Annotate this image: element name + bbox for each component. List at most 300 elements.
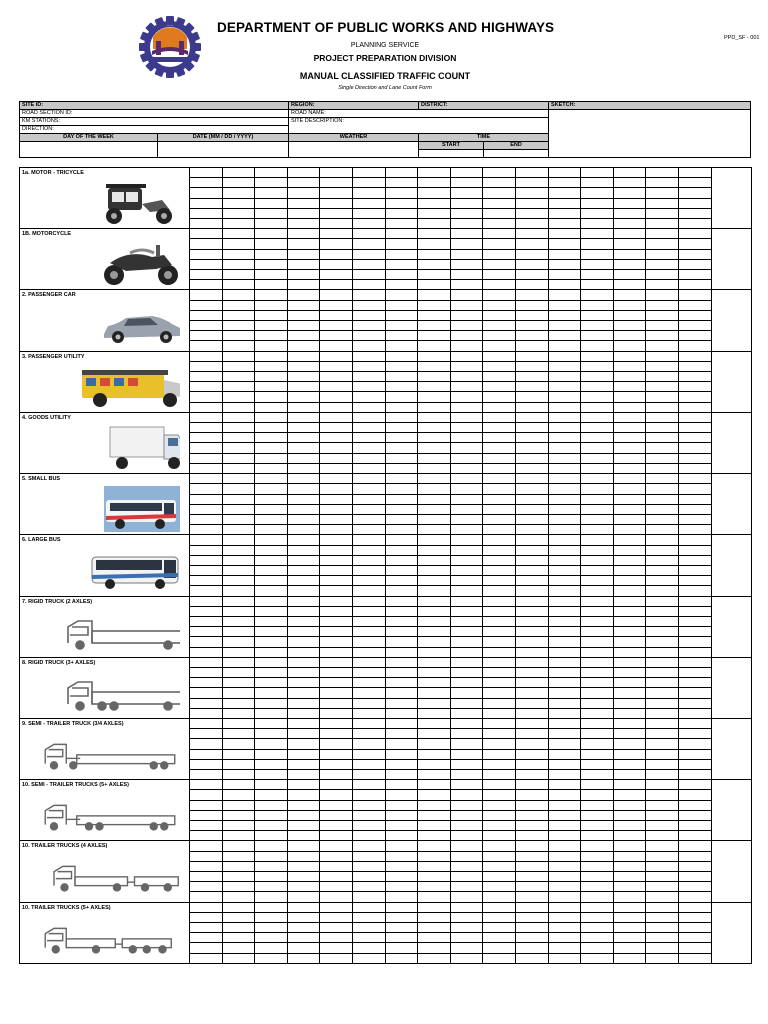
count-cell[interactable] bbox=[581, 310, 614, 320]
count-cell[interactable] bbox=[581, 412, 614, 422]
count-cell[interactable] bbox=[255, 769, 288, 779]
count-cell[interactable] bbox=[646, 402, 679, 412]
count-cell[interactable] bbox=[320, 851, 353, 861]
count-cell[interactable] bbox=[678, 249, 711, 259]
count-cell[interactable] bbox=[418, 790, 451, 800]
count-cell[interactable] bbox=[190, 290, 223, 300]
count-cell[interactable] bbox=[222, 851, 255, 861]
count-cell[interactable] bbox=[613, 851, 646, 861]
count-cell[interactable] bbox=[418, 555, 451, 565]
count-cell[interactable] bbox=[450, 586, 483, 596]
count-cell[interactable] bbox=[320, 872, 353, 882]
count-cell[interactable] bbox=[255, 198, 288, 208]
count-cell[interactable] bbox=[515, 178, 548, 188]
count-cell[interactable] bbox=[385, 831, 418, 841]
count-cell[interactable] bbox=[646, 902, 679, 912]
count-cell[interactable] bbox=[548, 637, 581, 647]
count-cell[interactable] bbox=[190, 586, 223, 596]
count-cell[interactable] bbox=[515, 627, 548, 637]
count-cell[interactable] bbox=[287, 851, 320, 861]
count-cell[interactable] bbox=[287, 433, 320, 443]
count-cell[interactable] bbox=[450, 698, 483, 708]
count-cell[interactable] bbox=[222, 535, 255, 545]
count-cell[interactable] bbox=[418, 851, 451, 861]
count-cell[interactable] bbox=[352, 933, 385, 943]
count-cell[interactable] bbox=[515, 463, 548, 473]
count-cell[interactable] bbox=[320, 351, 353, 361]
count-cell[interactable] bbox=[287, 923, 320, 933]
count-cell[interactable] bbox=[385, 198, 418, 208]
count-cell[interactable] bbox=[385, 953, 418, 963]
count-cell[interactable] bbox=[418, 219, 451, 229]
count-cell[interactable] bbox=[581, 494, 614, 504]
count-cell[interactable] bbox=[352, 616, 385, 626]
count-cell[interactable] bbox=[320, 739, 353, 749]
count-cell[interactable] bbox=[255, 810, 288, 820]
count-cell[interactable] bbox=[255, 637, 288, 647]
start-time-value[interactable] bbox=[419, 150, 484, 158]
count-cell[interactable] bbox=[287, 933, 320, 943]
count-cell[interactable] bbox=[483, 463, 516, 473]
count-cell[interactable] bbox=[678, 841, 711, 851]
total-cell[interactable] bbox=[711, 657, 751, 718]
count-cell[interactable] bbox=[320, 759, 353, 769]
count-cell[interactable] bbox=[255, 616, 288, 626]
count-cell[interactable] bbox=[385, 361, 418, 371]
count-cell[interactable] bbox=[287, 198, 320, 208]
count-cell[interactable] bbox=[190, 178, 223, 188]
count-cell[interactable] bbox=[548, 596, 581, 606]
count-cell[interactable] bbox=[287, 800, 320, 810]
count-cell[interactable] bbox=[352, 219, 385, 229]
count-cell[interactable] bbox=[418, 657, 451, 667]
count-cell[interactable] bbox=[581, 821, 614, 831]
count-cell[interactable] bbox=[320, 494, 353, 504]
count-cell[interactable] bbox=[255, 382, 288, 392]
count-cell[interactable] bbox=[418, 616, 451, 626]
count-cell[interactable] bbox=[320, 688, 353, 698]
count-cell[interactable] bbox=[418, 290, 451, 300]
count-cell[interactable] bbox=[548, 168, 581, 178]
count-cell[interactable] bbox=[190, 310, 223, 320]
count-cell[interactable] bbox=[320, 576, 353, 586]
count-cell[interactable] bbox=[255, 219, 288, 229]
count-cell[interactable] bbox=[287, 759, 320, 769]
count-cell[interactable] bbox=[483, 208, 516, 218]
count-cell[interactable] bbox=[222, 749, 255, 759]
count-cell[interactable] bbox=[287, 514, 320, 524]
count-cell[interactable] bbox=[581, 351, 614, 361]
count-cell[interactable] bbox=[190, 759, 223, 769]
count-cell[interactable] bbox=[352, 504, 385, 514]
count-cell[interactable] bbox=[352, 586, 385, 596]
count-cell[interactable] bbox=[255, 249, 288, 259]
count-cell[interactable] bbox=[678, 739, 711, 749]
count-cell[interactable] bbox=[678, 718, 711, 728]
count-cell[interactable] bbox=[515, 423, 548, 433]
count-cell[interactable] bbox=[646, 882, 679, 892]
count-cell[interactable] bbox=[613, 474, 646, 484]
site-id-field[interactable]: SITE ID: bbox=[20, 102, 289, 110]
count-cell[interactable] bbox=[646, 382, 679, 392]
count-cell[interactable] bbox=[450, 514, 483, 524]
count-cell[interactable] bbox=[255, 851, 288, 861]
count-cell[interactable] bbox=[646, 525, 679, 535]
count-cell[interactable] bbox=[613, 310, 646, 320]
count-cell[interactable] bbox=[418, 912, 451, 922]
count-cell[interactable] bbox=[352, 372, 385, 382]
count-cell[interactable] bbox=[581, 270, 614, 280]
count-cell[interactable] bbox=[646, 300, 679, 310]
count-cell[interactable] bbox=[222, 219, 255, 229]
count-cell[interactable] bbox=[678, 678, 711, 688]
count-cell[interactable] bbox=[581, 239, 614, 249]
count-cell[interactable] bbox=[222, 259, 255, 269]
count-cell[interactable] bbox=[613, 616, 646, 626]
count-cell[interactable] bbox=[222, 433, 255, 443]
count-cell[interactable] bbox=[483, 800, 516, 810]
count-cell[interactable] bbox=[287, 300, 320, 310]
road-name-field[interactable]: ROAD NAME: bbox=[289, 110, 549, 118]
count-cell[interactable] bbox=[646, 280, 679, 290]
count-cell[interactable] bbox=[287, 341, 320, 351]
count-cell[interactable] bbox=[352, 402, 385, 412]
count-cell[interactable] bbox=[418, 178, 451, 188]
count-cell[interactable] bbox=[450, 831, 483, 841]
count-cell[interactable] bbox=[613, 606, 646, 616]
count-cell[interactable] bbox=[613, 718, 646, 728]
count-cell[interactable] bbox=[483, 433, 516, 443]
count-cell[interactable] bbox=[352, 259, 385, 269]
count-cell[interactable] bbox=[385, 872, 418, 882]
count-cell[interactable] bbox=[678, 402, 711, 412]
count-cell[interactable] bbox=[450, 657, 483, 667]
count-cell[interactable] bbox=[483, 933, 516, 943]
count-cell[interactable] bbox=[646, 392, 679, 402]
count-cell[interactable] bbox=[646, 586, 679, 596]
count-cell[interactable] bbox=[385, 463, 418, 473]
count-cell[interactable] bbox=[548, 555, 581, 565]
count-cell[interactable] bbox=[646, 555, 679, 565]
count-cell[interactable] bbox=[255, 259, 288, 269]
count-cell[interactable] bbox=[190, 769, 223, 779]
count-cell[interactable] bbox=[450, 351, 483, 361]
count-cell[interactable] bbox=[613, 790, 646, 800]
count-cell[interactable] bbox=[581, 586, 614, 596]
count-cell[interactable] bbox=[548, 576, 581, 586]
count-cell[interactable] bbox=[320, 453, 353, 463]
count-cell[interactable] bbox=[287, 780, 320, 790]
count-cell[interactable] bbox=[581, 647, 614, 657]
count-cell[interactable] bbox=[255, 300, 288, 310]
count-cell[interactable] bbox=[190, 525, 223, 535]
count-cell[interactable] bbox=[287, 565, 320, 575]
count-cell[interactable] bbox=[678, 708, 711, 718]
count-cell[interactable] bbox=[190, 321, 223, 331]
count-cell[interactable] bbox=[483, 586, 516, 596]
count-cell[interactable] bbox=[515, 892, 548, 902]
count-cell[interactable] bbox=[515, 565, 548, 575]
count-cell[interactable] bbox=[190, 168, 223, 178]
count-cell[interactable] bbox=[190, 514, 223, 524]
count-cell[interactable] bbox=[613, 249, 646, 259]
count-cell[interactable] bbox=[222, 178, 255, 188]
count-cell[interactable] bbox=[352, 769, 385, 779]
count-cell[interactable] bbox=[222, 555, 255, 565]
count-cell[interactable] bbox=[255, 290, 288, 300]
count-cell[interactable] bbox=[646, 841, 679, 851]
count-cell[interactable] bbox=[418, 698, 451, 708]
count-cell[interactable] bbox=[222, 188, 255, 198]
count-cell[interactable] bbox=[515, 647, 548, 657]
count-cell[interactable] bbox=[613, 484, 646, 494]
count-cell[interactable] bbox=[678, 178, 711, 188]
count-cell[interactable] bbox=[678, 392, 711, 402]
count-cell[interactable] bbox=[352, 178, 385, 188]
count-cell[interactable] bbox=[581, 861, 614, 871]
count-cell[interactable] bbox=[385, 821, 418, 831]
count-cell[interactable] bbox=[678, 657, 711, 667]
count-cell[interactable] bbox=[581, 851, 614, 861]
count-cell[interactable] bbox=[352, 310, 385, 320]
count-cell[interactable] bbox=[287, 586, 320, 596]
count-cell[interactable] bbox=[255, 892, 288, 902]
count-cell[interactable] bbox=[515, 453, 548, 463]
count-cell[interactable] bbox=[646, 463, 679, 473]
count-cell[interactable] bbox=[515, 514, 548, 524]
count-cell[interactable] bbox=[352, 729, 385, 739]
count-cell[interactable] bbox=[678, 667, 711, 677]
count-cell[interactable] bbox=[418, 280, 451, 290]
count-cell[interactable] bbox=[548, 892, 581, 902]
count-cell[interactable] bbox=[646, 474, 679, 484]
count-cell[interactable] bbox=[385, 902, 418, 912]
count-cell[interactable] bbox=[581, 484, 614, 494]
count-cell[interactable] bbox=[678, 361, 711, 371]
count-cell[interactable] bbox=[515, 270, 548, 280]
count-cell[interactable] bbox=[646, 729, 679, 739]
count-cell[interactable] bbox=[385, 433, 418, 443]
count-cell[interactable] bbox=[646, 596, 679, 606]
count-cell[interactable] bbox=[613, 361, 646, 371]
count-cell[interactable] bbox=[190, 188, 223, 198]
count-cell[interactable] bbox=[385, 412, 418, 422]
road-section-id-field[interactable]: ROAD SECTION ID: bbox=[20, 110, 289, 118]
count-cell[interactable] bbox=[483, 657, 516, 667]
count-cell[interactable] bbox=[678, 606, 711, 616]
count-cell[interactable] bbox=[190, 698, 223, 708]
count-cell[interactable] bbox=[515, 810, 548, 820]
count-cell[interactable] bbox=[581, 616, 614, 626]
count-cell[interactable] bbox=[352, 474, 385, 484]
count-cell[interactable] bbox=[385, 351, 418, 361]
count-cell[interactable] bbox=[515, 239, 548, 249]
count-cell[interactable] bbox=[287, 259, 320, 269]
count-cell[interactable] bbox=[255, 484, 288, 494]
count-cell[interactable] bbox=[190, 229, 223, 239]
count-cell[interactable] bbox=[190, 718, 223, 728]
count-cell[interactable] bbox=[418, 310, 451, 320]
count-cell[interactable] bbox=[222, 861, 255, 871]
count-cell[interactable] bbox=[678, 861, 711, 871]
count-cell[interactable] bbox=[483, 239, 516, 249]
count-cell[interactable] bbox=[678, 300, 711, 310]
count-cell[interactable] bbox=[255, 800, 288, 810]
count-cell[interactable] bbox=[287, 790, 320, 800]
count-cell[interactable] bbox=[613, 576, 646, 586]
count-cell[interactable] bbox=[255, 341, 288, 351]
count-cell[interactable] bbox=[320, 708, 353, 718]
count-cell[interactable] bbox=[287, 892, 320, 902]
count-cell[interactable] bbox=[320, 198, 353, 208]
count-cell[interactable] bbox=[483, 576, 516, 586]
count-cell[interactable] bbox=[222, 810, 255, 820]
count-cell[interactable] bbox=[548, 514, 581, 524]
count-cell[interactable] bbox=[678, 647, 711, 657]
count-cell[interactable] bbox=[450, 382, 483, 392]
count-cell[interactable] bbox=[483, 851, 516, 861]
count-cell[interactable] bbox=[222, 627, 255, 637]
count-cell[interactable] bbox=[287, 443, 320, 453]
count-cell[interactable] bbox=[190, 198, 223, 208]
count-cell[interactable] bbox=[581, 463, 614, 473]
count-cell[interactable] bbox=[352, 647, 385, 657]
count-cell[interactable] bbox=[418, 259, 451, 269]
count-cell[interactable] bbox=[190, 780, 223, 790]
count-cell[interactable] bbox=[646, 484, 679, 494]
site-description-field[interactable]: SITE DESCRIPTION: bbox=[289, 118, 549, 134]
count-cell[interactable] bbox=[255, 780, 288, 790]
count-cell[interactable] bbox=[450, 800, 483, 810]
count-cell[interactable] bbox=[678, 627, 711, 637]
count-cell[interactable] bbox=[190, 270, 223, 280]
count-cell[interactable] bbox=[483, 667, 516, 677]
count-cell[interactable] bbox=[320, 474, 353, 484]
count-cell[interactable] bbox=[320, 361, 353, 371]
count-cell[interactable] bbox=[255, 759, 288, 769]
count-cell[interactable] bbox=[352, 290, 385, 300]
count-cell[interactable] bbox=[483, 270, 516, 280]
count-cell[interactable] bbox=[222, 443, 255, 453]
count-cell[interactable] bbox=[678, 780, 711, 790]
total-cell[interactable] bbox=[711, 841, 751, 902]
count-cell[interactable] bbox=[255, 678, 288, 688]
count-cell[interactable] bbox=[678, 688, 711, 698]
count-cell[interactable] bbox=[646, 912, 679, 922]
count-cell[interactable] bbox=[352, 198, 385, 208]
count-cell[interactable] bbox=[450, 576, 483, 586]
count-cell[interactable] bbox=[190, 423, 223, 433]
count-cell[interactable] bbox=[515, 606, 548, 616]
count-cell[interactable] bbox=[515, 831, 548, 841]
count-cell[interactable] bbox=[678, 351, 711, 361]
count-cell[interactable] bbox=[548, 423, 581, 433]
count-cell[interactable] bbox=[613, 565, 646, 575]
end-time-value[interactable] bbox=[484, 150, 549, 158]
count-cell[interactable] bbox=[548, 943, 581, 953]
count-cell[interactable] bbox=[352, 494, 385, 504]
count-cell[interactable] bbox=[287, 270, 320, 280]
count-cell[interactable] bbox=[287, 229, 320, 239]
count-cell[interactable] bbox=[418, 667, 451, 677]
count-cell[interactable] bbox=[222, 402, 255, 412]
count-cell[interactable] bbox=[320, 729, 353, 739]
count-cell[interactable] bbox=[222, 769, 255, 779]
count-cell[interactable] bbox=[287, 627, 320, 637]
count-cell[interactable] bbox=[548, 300, 581, 310]
count-cell[interactable] bbox=[646, 616, 679, 626]
count-cell[interactable] bbox=[483, 882, 516, 892]
count-cell[interactable] bbox=[385, 331, 418, 341]
count-cell[interactable] bbox=[515, 739, 548, 749]
count-cell[interactable] bbox=[613, 219, 646, 229]
count-cell[interactable] bbox=[385, 514, 418, 524]
count-cell[interactable] bbox=[287, 504, 320, 514]
count-cell[interactable] bbox=[548, 208, 581, 218]
count-cell[interactable] bbox=[483, 484, 516, 494]
count-cell[interactable] bbox=[678, 474, 711, 484]
count-cell[interactable] bbox=[515, 412, 548, 422]
count-cell[interactable] bbox=[190, 555, 223, 565]
count-cell[interactable] bbox=[222, 239, 255, 249]
count-cell[interactable] bbox=[320, 178, 353, 188]
count-cell[interactable] bbox=[581, 392, 614, 402]
count-cell[interactable] bbox=[646, 749, 679, 759]
count-cell[interactable] bbox=[418, 800, 451, 810]
count-cell[interactable] bbox=[255, 576, 288, 586]
count-cell[interactable] bbox=[483, 616, 516, 626]
count-cell[interactable] bbox=[222, 310, 255, 320]
count-cell[interactable] bbox=[320, 290, 353, 300]
count-cell[interactable] bbox=[385, 484, 418, 494]
count-cell[interactable] bbox=[613, 861, 646, 871]
count-cell[interactable] bbox=[515, 586, 548, 596]
count-cell[interactable] bbox=[352, 545, 385, 555]
count-cell[interactable] bbox=[515, 535, 548, 545]
count-cell[interactable] bbox=[548, 525, 581, 535]
count-cell[interactable] bbox=[385, 943, 418, 953]
count-cell[interactable] bbox=[352, 514, 385, 524]
count-cell[interactable] bbox=[613, 596, 646, 606]
count-cell[interactable] bbox=[483, 718, 516, 728]
count-cell[interactable] bbox=[352, 678, 385, 688]
count-cell[interactable] bbox=[320, 800, 353, 810]
count-cell[interactable] bbox=[483, 861, 516, 871]
count-cell[interactable] bbox=[646, 331, 679, 341]
count-cell[interactable] bbox=[222, 729, 255, 739]
count-cell[interactable] bbox=[515, 923, 548, 933]
count-cell[interactable] bbox=[418, 708, 451, 718]
count-cell[interactable] bbox=[222, 545, 255, 555]
count-cell[interactable] bbox=[222, 168, 255, 178]
count-cell[interactable] bbox=[287, 412, 320, 422]
count-cell[interactable] bbox=[287, 545, 320, 555]
count-cell[interactable] bbox=[352, 321, 385, 331]
weather-value[interactable] bbox=[289, 142, 419, 158]
count-cell[interactable] bbox=[385, 800, 418, 810]
count-cell[interactable] bbox=[287, 290, 320, 300]
count-cell[interactable] bbox=[678, 616, 711, 626]
count-cell[interactable] bbox=[483, 331, 516, 341]
count-cell[interactable] bbox=[287, 310, 320, 320]
count-cell[interactable] bbox=[678, 800, 711, 810]
count-cell[interactable] bbox=[450, 637, 483, 647]
count-cell[interactable] bbox=[450, 443, 483, 453]
count-cell[interactable] bbox=[190, 800, 223, 810]
count-cell[interactable] bbox=[287, 392, 320, 402]
count-cell[interactable] bbox=[450, 331, 483, 341]
count-cell[interactable] bbox=[483, 310, 516, 320]
